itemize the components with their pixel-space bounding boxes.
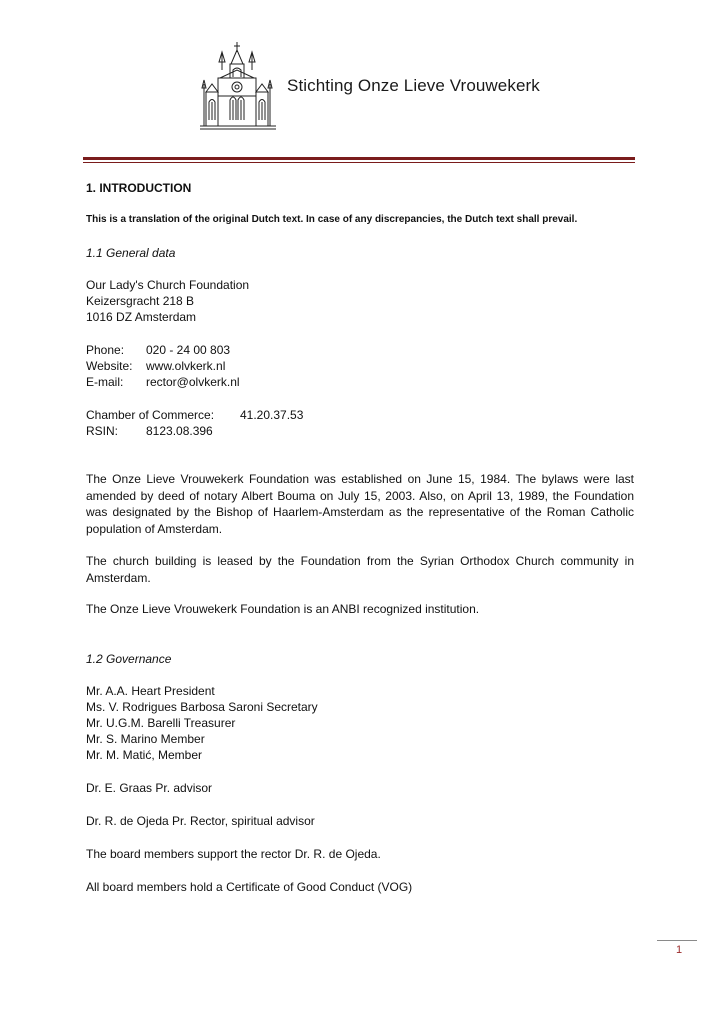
organization-name: Stichting Onze Lieve Vrouwekerk [287, 76, 540, 95]
website-row [86, 358, 225, 374]
translation-note: This is a translation of the original Dutch text. In case of any discrepancies, the Dutch text shall prevail. [86, 214, 578, 225]
address-line: 1016 DZ Amsterdam [86, 310, 197, 324]
phone-label: Phone: [86, 343, 125, 357]
email-value: rector@olvkerk.nl [146, 375, 240, 389]
church-icon [200, 40, 280, 132]
chamber-of-commerce-value: 41.20.37.53 [240, 408, 304, 422]
anbi-paragraph: The Onze Lieve Vrouwekerk Foundation is an ANBI recognized institution. [86, 602, 480, 616]
rsin-row [86, 423, 213, 439]
phone-row [86, 342, 230, 358]
website-value: www.olvkerk.nl [146, 359, 226, 373]
rsin-value: 8123.08.396 [146, 424, 213, 438]
rector-line: Dr. R. de Ojeda Pr. Rector, spiritual advisor [86, 814, 315, 828]
board-member: Ms. V. Rodrigues Barbosa Saroni Secretary [86, 700, 318, 714]
footer-rule [657, 940, 697, 941]
chamber-of-commerce-row [86, 407, 303, 423]
page-number: 1 [676, 944, 683, 956]
email-row [86, 374, 240, 390]
board-member: Mr. M. Matić, Member [86, 748, 203, 762]
email-label: E-mail: [86, 375, 124, 389]
header-rule-thin [83, 162, 635, 163]
header-rule [83, 157, 635, 160]
foundation-paragraph: The Onze Lieve Vrouwekerk Foundation was established on June 15, 1984. The bylaws were last amended by deed of notary Albert Bouma on July 15, 2003. Also, on April 13, 1989, the Foundation was designated by the Bishop of Haarlem-Amsterdam as the representative of the Roman Catholic population of Amsterdam. [86, 472, 634, 536]
general-data-heading: 1.1 General data [86, 246, 176, 260]
section-title: 1. INTRODUCTION [86, 181, 192, 195]
phone-value: 020 - 24 00 803 [146, 343, 231, 357]
website-label: Website: [86, 359, 133, 373]
rsin-label: RSIN: [86, 424, 119, 438]
vog-note: All board members hold a Certificate of Good Conduct (VOG) [86, 880, 413, 894]
board-member: Mr. A.A. Heart President [86, 684, 215, 698]
address-line: Our Lady's Church Foundation [86, 278, 250, 292]
board-member: Mr. S. Marino Member [86, 732, 205, 746]
board-member: Mr. U.G.M. Barelli Treasurer [86, 716, 236, 730]
chamber-of-commerce-label: Chamber of Commerce: [86, 408, 215, 422]
lease-paragraph: The church building is leased by the Foundation from the Syrian Orthodox Church community in Amsterdam. [86, 554, 634, 585]
advisor-line: Dr. E. Graas Pr. advisor [86, 781, 213, 795]
address-line: Keizersgracht 218 B [86, 294, 195, 308]
support-note: The board members support the rector Dr. R. de Ojeda. [86, 847, 381, 861]
governance-heading: 1.2 Governance [86, 652, 172, 666]
